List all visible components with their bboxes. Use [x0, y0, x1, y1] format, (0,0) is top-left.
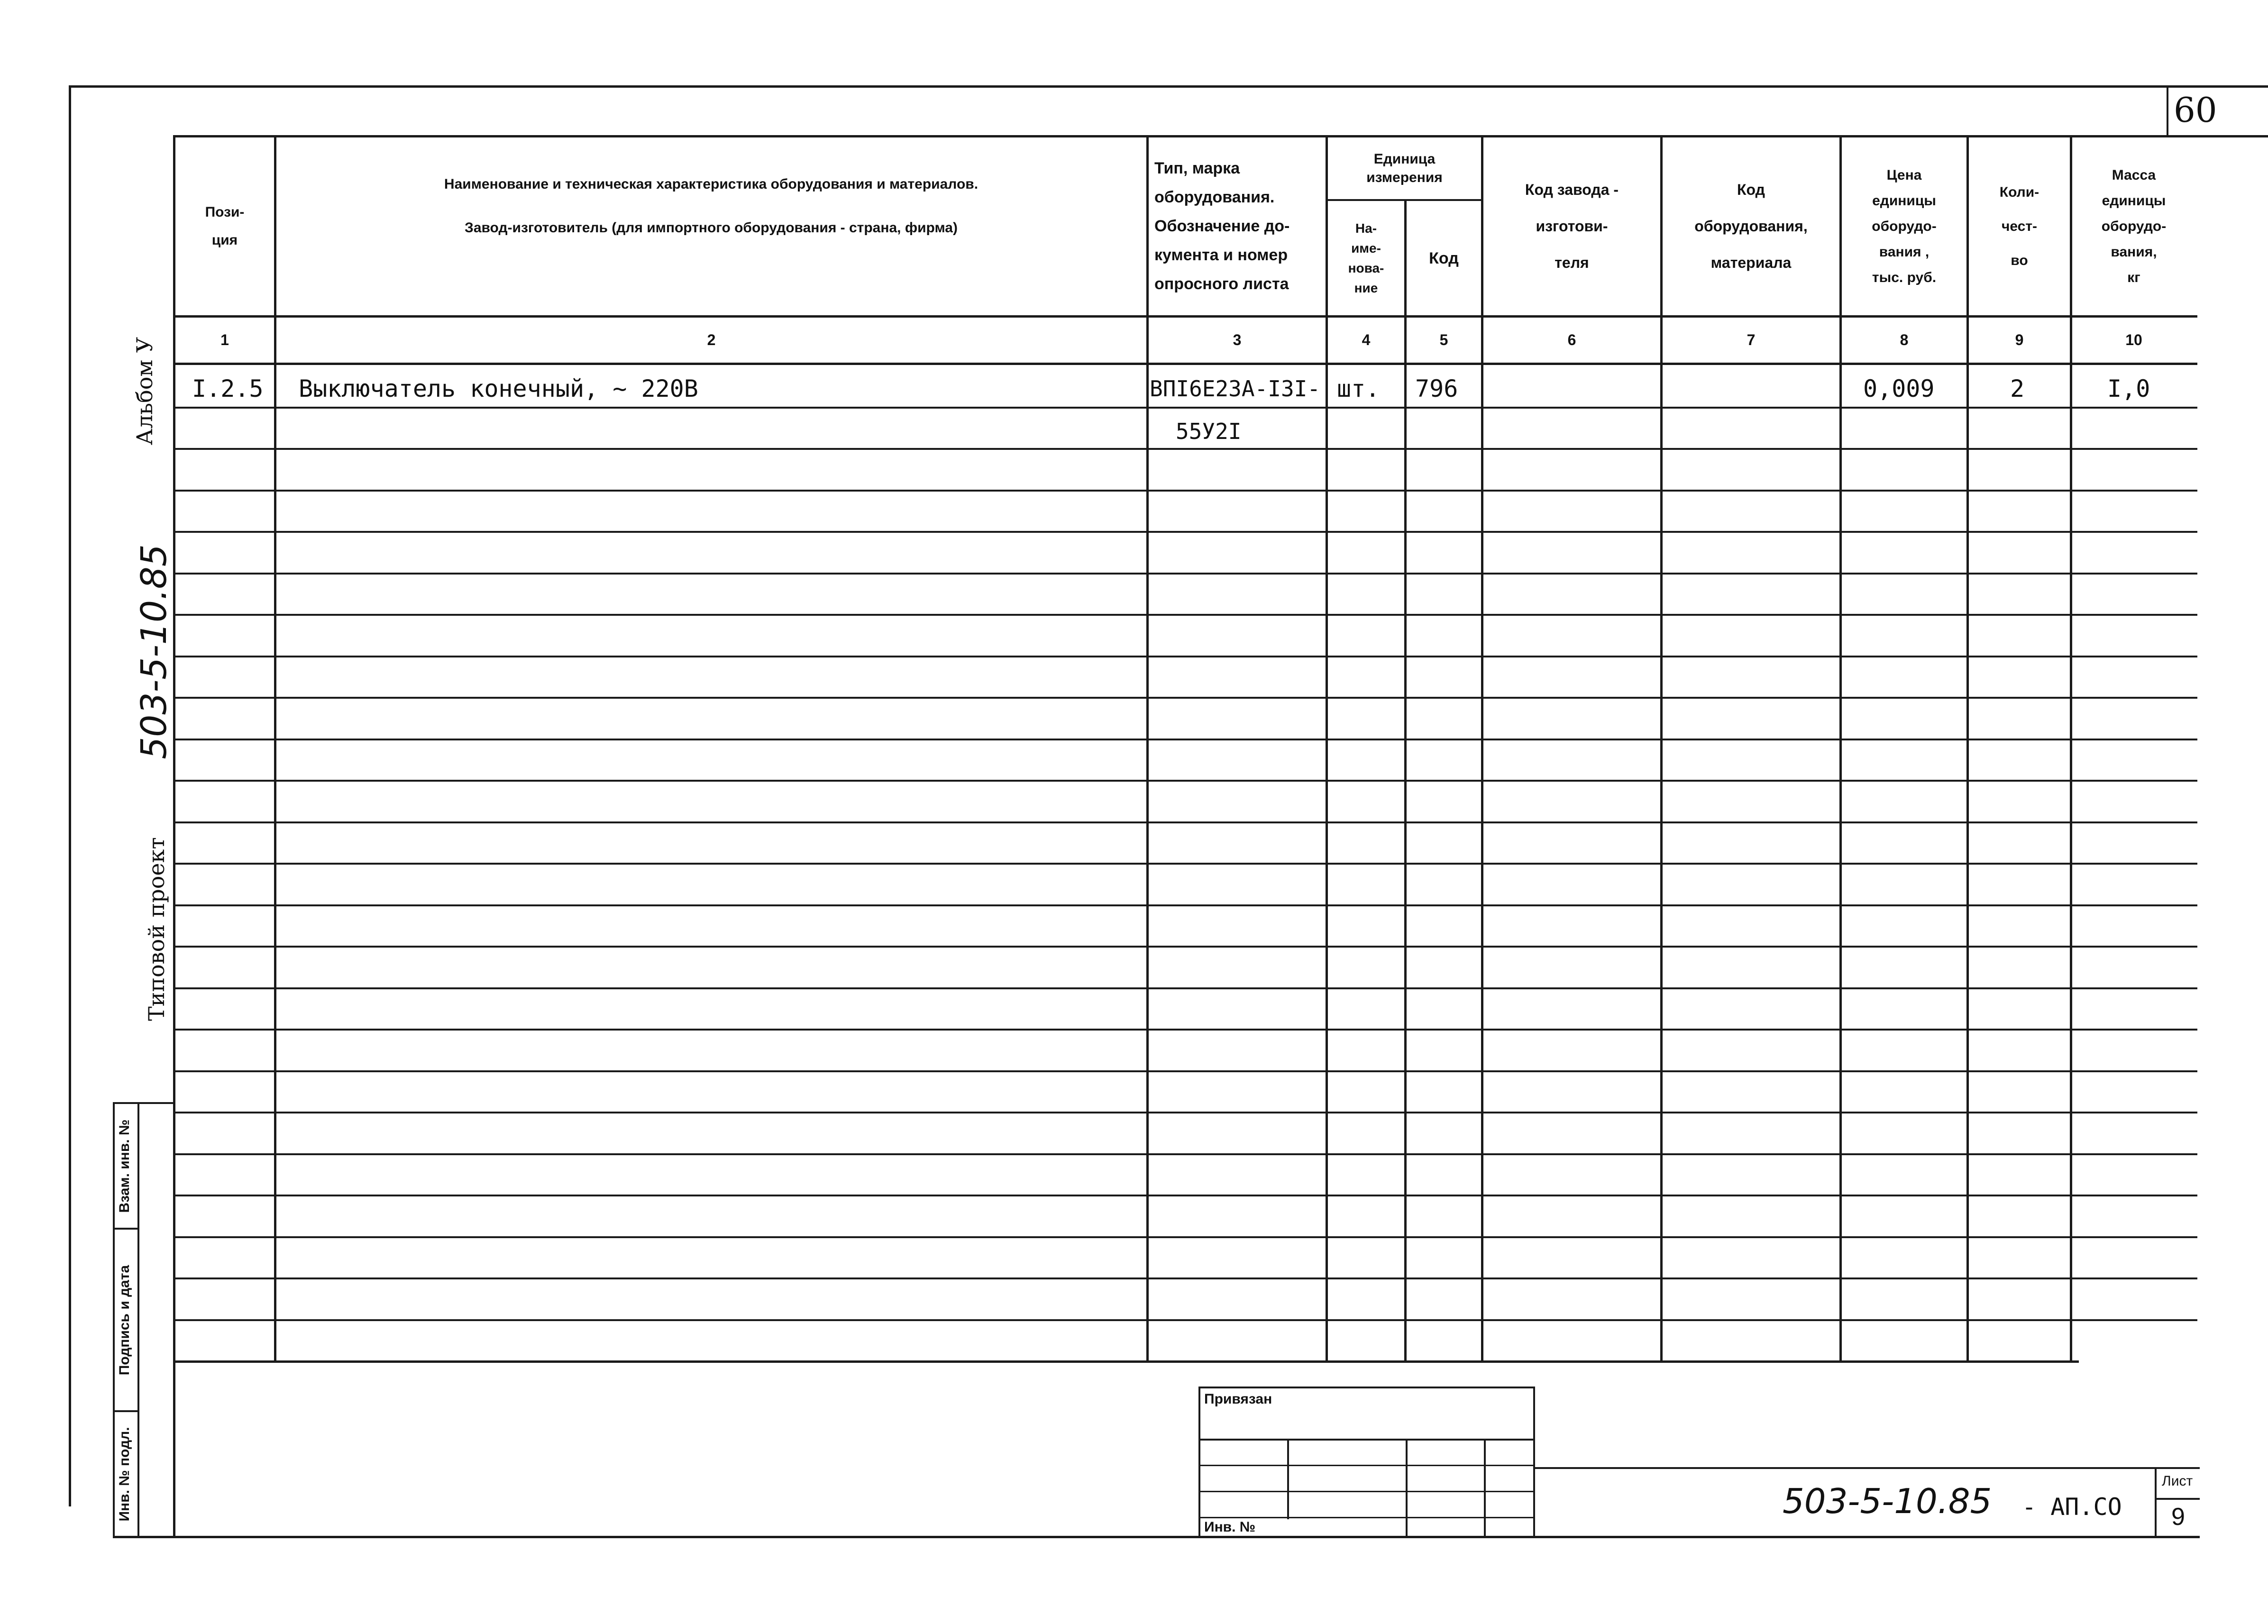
- binding-right: [1533, 1387, 1535, 1536]
- row-line: [173, 863, 2197, 865]
- col-number-9: 9: [2015, 331, 2024, 348]
- header-unit-code: Код: [1429, 249, 1459, 267]
- col-number-5: 5: [1439, 331, 1448, 348]
- stamp-signature-date: Подпись и дата: [117, 1265, 132, 1376]
- sheet-box-left: [2155, 1467, 2157, 1538]
- row-line: [173, 490, 2197, 492]
- row-line: [173, 1195, 2197, 1196]
- row-line: [173, 1236, 2197, 1238]
- row-name: Выключатель конечный, ~ 220В: [299, 375, 698, 402]
- row-unit-code: 796: [1415, 375, 1458, 402]
- binding-left: [1198, 1387, 1200, 1536]
- row-line: [173, 1319, 2197, 1321]
- header-equipment-code: Код оборудования, материала: [1694, 181, 1808, 271]
- row-position: I.2.5: [192, 375, 264, 402]
- title-doc-code: 503-5-10.85: [1783, 1481, 1992, 1521]
- col-number-1: 1: [220, 331, 229, 348]
- numbers-bottom-border: [173, 363, 2197, 365]
- col-number-6: 6: [1567, 331, 1576, 348]
- row-line: [173, 1070, 2197, 1072]
- row-line: [173, 1153, 2197, 1155]
- header-factory-code: Код завода - изготови- теля: [1525, 181, 1619, 271]
- row-line: [173, 407, 2197, 409]
- unit-group-divider: [1326, 199, 1483, 201]
- row-line: [173, 448, 2197, 450]
- margin-project-type: Типовой проект: [144, 837, 169, 1021]
- header-unit-group: Единица измерения: [1366, 151, 1443, 185]
- stamp-inv-podl: Инв. № подл.: [117, 1427, 132, 1522]
- row-type-line1: ВПI6Е23А-I3I-: [1150, 376, 1321, 401]
- album-label: Альбом У: [132, 337, 157, 446]
- col-number-10: 10: [2125, 331, 2142, 348]
- header-unit-name: На- име- нова- ние: [1348, 221, 1384, 295]
- row-line: [173, 739, 2197, 740]
- title-doc-suffix: - АП.СО: [2022, 1493, 2122, 1521]
- row-line: [173, 780, 2197, 782]
- row-line: [173, 614, 2197, 616]
- binding-title: Привязан: [1204, 1391, 1272, 1407]
- row-mass: I,0: [2107, 375, 2150, 402]
- header-mass: Масса единицы оборудо- вания, кг: [2101, 167, 2167, 285]
- col-number-4: 4: [1362, 331, 1371, 348]
- header-price: Цена единицы оборудо- вания , тыс. руб.: [1872, 167, 1937, 285]
- col-number-8: 8: [1900, 331, 1909, 348]
- stamp-vzam-inv: Взам. инв. №: [117, 1119, 132, 1213]
- row-line: [173, 904, 2197, 906]
- binding-top: [1198, 1387, 1535, 1388]
- header-name-line2: Завод-изготовитель (для импортного оборудования - страна, фирма): [465, 220, 958, 236]
- row-line: [173, 1029, 2197, 1031]
- stamp-right-border: [137, 1102, 139, 1538]
- binding-v1: [1287, 1439, 1289, 1519]
- header-position: Пози- ция: [205, 204, 245, 248]
- row-line: [173, 573, 2197, 575]
- binding-v3: [1484, 1439, 1486, 1536]
- sheet-label: Лист: [2162, 1473, 2193, 1489]
- row-unit-name: шт.: [1337, 375, 1380, 402]
- header-name-line1: Наименование и техническая характеристика оборудования и материалов.: [444, 176, 979, 192]
- left-frame-line: [69, 85, 71, 1506]
- header-name: [284, 171, 1138, 242]
- table-bottom-border: [173, 1360, 2079, 1363]
- row-line: [173, 1112, 2197, 1113]
- row-line: [173, 821, 2197, 823]
- frame-bottom-line: [114, 1536, 2200, 1538]
- row-quantity: 2: [2010, 375, 2025, 402]
- row-price: 0,009: [1863, 375, 1935, 402]
- col-number-7: 7: [1747, 331, 1756, 348]
- row-line: [173, 987, 2197, 989]
- header-quantity: Коли- чест- во: [1999, 184, 2039, 268]
- header-type: Тип, марка оборудования. Обозначение до- кумента и номер опросного листа: [1154, 159, 1290, 293]
- row-line: [173, 656, 2197, 657]
- row-line: [173, 531, 2197, 533]
- col-number-2: 2: [707, 331, 716, 348]
- page-number: 60: [2174, 90, 2217, 130]
- binding-inv-label: Инв. №: [1204, 1519, 1256, 1535]
- row-line: [173, 946, 2197, 948]
- sheet-number: 9: [2171, 1503, 2185, 1531]
- top-frame-line: [69, 85, 2268, 88]
- row-line: [173, 697, 2197, 699]
- row-type-line2: 55У2I: [1176, 419, 1242, 444]
- title-block-top: [1535, 1467, 2200, 1469]
- page-number-box-left: [2167, 85, 2168, 135]
- col-number-3: 3: [1233, 331, 1242, 348]
- margin-project-code: 503-5-10.85: [134, 544, 174, 759]
- binding-v2: [1406, 1439, 1408, 1536]
- sheet-box-divider: [2155, 1498, 2200, 1500]
- row-line: [173, 1277, 2197, 1279]
